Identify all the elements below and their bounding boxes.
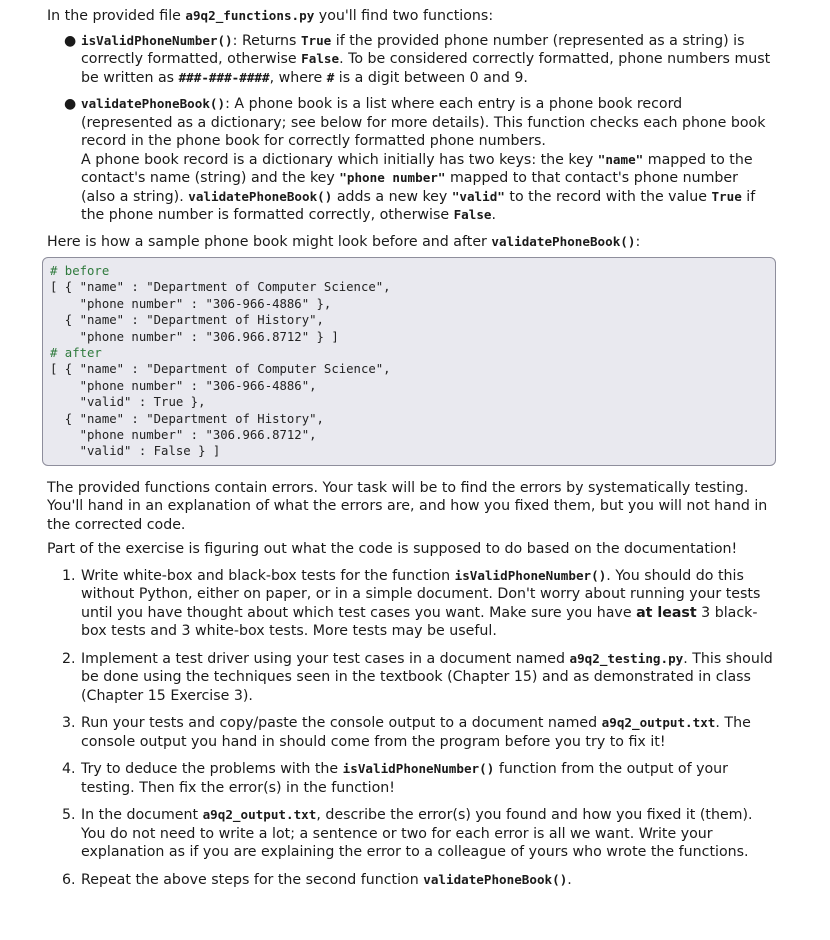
step-item [62,567,774,641]
code-line: { "name" : "Department of History", [50,411,324,426]
step-number: 2. [62,650,76,667]
text: Implement a test driver using your test cases in a document named [81,650,570,667]
bullet-icon: ● [64,96,77,112]
function-item-isvalidphonenumber [64,32,774,88]
key-valid: "valid" [451,188,505,204]
text: , describe the error(s) you found and how you fixed it (them). You do not need to write a lot; a sentence or two for each error is all we want. Write your explanation as if you are explaining the error to a colleague of yours who wrote the functions. [81,807,753,861]
code-comment-line: # after [50,346,102,361]
text: Run your tests and copy/paste the console output to a document named [81,715,602,732]
code-line: [ { "name" : "Department of Computer Science", [50,362,391,377]
text: . You should do this without Python, either on paper, or in a simple document. Don't worry about running your tests until you have thought about which test cases you want. Make sure you have [81,567,761,621]
text: Repeat the above steps for the second function [81,871,424,888]
text: if the provided phone number (represented as a string) is correctly formatted, otherwise [81,32,745,67]
text: : [635,233,641,250]
text: adds a new key [332,188,452,205]
text: . [567,871,572,888]
text: . This should be done using the techniques seen in the textbook (Chapter 15) and as demonstrated in class (Chapter 15 Exercise 3). [81,650,773,704]
text: A phone book record is a dictionary which initially has two keys: the key [81,151,598,168]
phone-pattern: ###-###-#### [178,69,270,85]
text: Write white-box and black-box tests for the function [81,567,455,584]
intro-paragraph [47,7,774,26]
text: : Returns [232,32,301,49]
hash-symbol: # [326,69,335,85]
steps-list [47,567,774,890]
keyword-true: True [300,32,332,48]
intro-text: In the provided file [47,8,186,24]
code-line: { "name" : "Department of History", [50,313,324,328]
paragraph-errors: The provided functions contain errors. Your task will be to find the errors by systematically testing. You'll hand in an explanation of what the errors are, and how you fixed them, but you will not hand in the corrected code. [47,479,768,533]
intro-text-end: you'll find two functions: [314,8,494,24]
key-phone-number: "phone number" [339,170,446,185]
keyword-false: False [453,207,492,222]
function-name: validatePhoneBook() [188,188,333,204]
keyword-false: False [301,51,340,66]
text: , where [269,69,327,86]
step-item [62,871,774,890]
intro-filename: a9q2_functions.py [185,8,315,23]
function-list [47,32,774,225]
code-term: a9q2_output.txt [202,807,317,823]
step-number: 4. [62,761,76,778]
text: mapped to that contact's phone number (also a string). [81,170,738,205]
text: Here is how a sample phone book might look before and after [47,233,492,250]
code-line: "phone number" : "306-966-4886" }, [50,296,332,311]
code-line: "phone number" : "306-966-4886", [50,378,317,393]
text: : A phone book is a list where each entry is a phone book record (represented as a dictionary; see below for more details). This function checks each phone book record in the phone book for correctly formatted phone numbers. [81,96,766,149]
function-name: validatePhoneBook() [491,233,636,249]
code-term: validatePhoneBook() [423,871,568,887]
code-line: [ { "name" : "Department of Computer Science", [50,280,391,295]
code-term: isValidPhoneNumber() [454,567,607,583]
code-line: "phone number" : "306.966.8712", [50,428,317,443]
text: mapped to the contact's name (string) and the key [81,151,753,186]
step-item [62,650,774,706]
text: . The console output you hand in should come from the program before you try to fix it! [81,715,751,750]
function-item-validatephonebook [64,95,774,225]
step-item [62,760,774,797]
text: to the record with the value [504,188,712,205]
function-name: isValidPhoneNumber() [81,32,233,48]
text: if the phone number is formatted correctly, otherwise [81,188,756,223]
step-number: 5. [62,807,76,824]
function-name: validatePhoneBook() [81,96,226,111]
paragraph-exercise: Part of the exercise is figuring out what the code is supposed to do based on the documentation! [47,541,738,558]
emphasis: at least [636,604,697,621]
code-line: "valid" : False } ] [50,444,221,459]
keyword-true: True [711,188,742,204]
code-term: isValidPhoneNumber() [342,761,495,777]
text: function from the output of your testing. Then fix the error(s) in the function! [81,761,728,796]
step-item [62,714,774,751]
text: In the document [81,807,203,824]
bullet-icon: ● [64,32,77,49]
text: Try to deduce the problems with the [81,761,343,778]
sample-intro [47,233,774,252]
text: . To be considered correctly formatted, phone numbers must be written as [81,51,771,86]
code-line: "phone number" : "306.966.8712" } ] [50,329,339,344]
step-number: 3. [62,715,76,732]
step-number: 6. [62,871,76,888]
text: 3 black-box tests and 3 white-box tests. More tests may be useful. [81,604,758,640]
code-term: a9q2_output.txt [601,715,716,731]
text: . [491,207,497,223]
code-block [42,257,776,466]
step-item [62,806,774,862]
code-line: "valid" : True }, [50,395,206,410]
text: is a digit between 0 and 9. [334,69,528,86]
key-name: "name" [597,151,644,167]
code-term: a9q2_testing.py [569,650,684,666]
code-comment-line: # before [50,264,110,278]
step-number: 1. [62,567,76,584]
